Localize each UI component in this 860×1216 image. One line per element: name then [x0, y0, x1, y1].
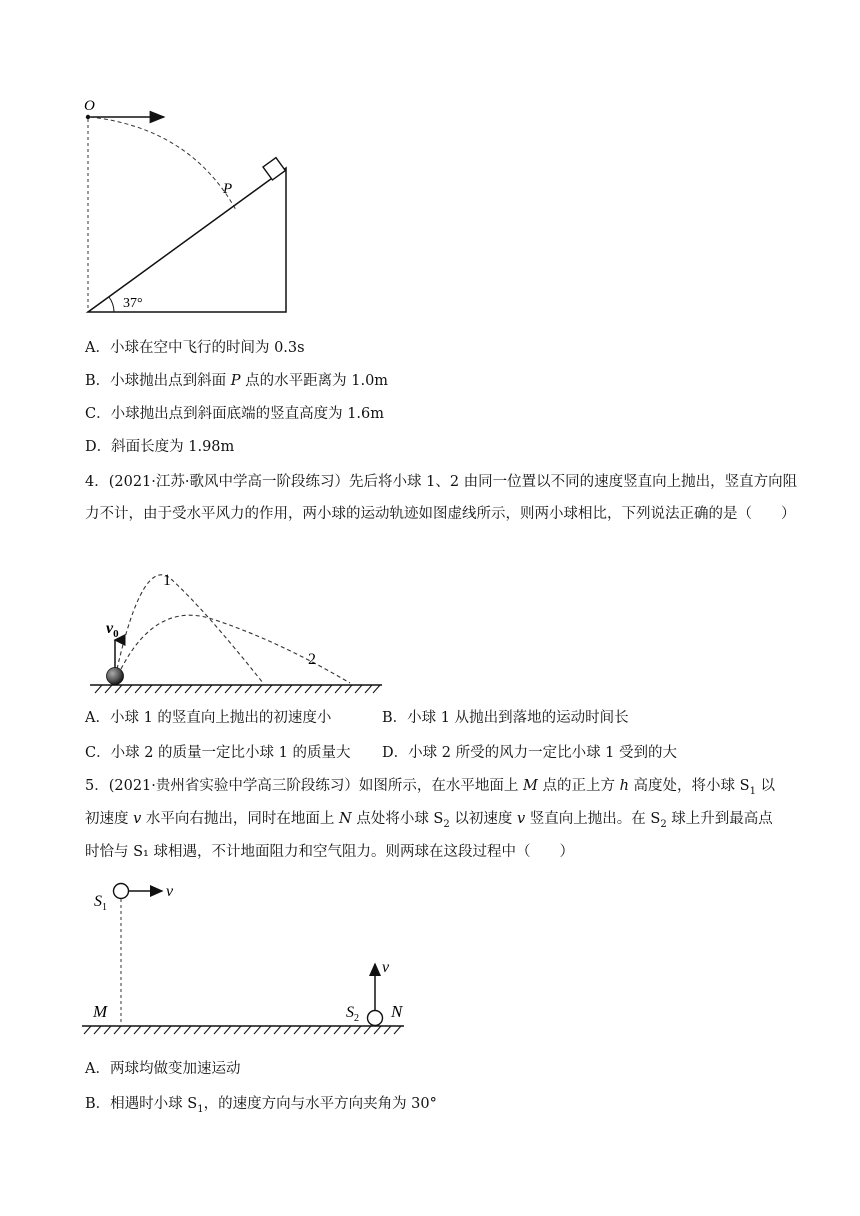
q5-l2-b: 水平向右抛出，同时在地面上 [141, 811, 340, 827]
ball-s1 [114, 884, 129, 899]
q5-option-b-post: ，的速度方向与水平方向夹角为 30° [203, 1096, 437, 1112]
q5-l1-h: h [619, 778, 629, 794]
q5-option-a: A．两球均做变加速运动 [85, 1061, 241, 1077]
label-2: 2 [308, 651, 316, 668]
q5-l2-v2: v [516, 811, 526, 827]
q5-l2-e: 竖直向上抛出。在 S [525, 811, 661, 827]
label-n: N [391, 1002, 403, 1021]
q5-line-3: 时恰与 S₁ 球相遇，不计地面阻力和空气阻力。则两球在这段过程中（ ） [85, 844, 574, 860]
q5-line-1 [85, 776, 775, 802]
q5-l2-c: 点处将小球 S [351, 811, 444, 827]
ball [107, 668, 124, 685]
trajectory-1 [117, 575, 263, 683]
label-v0-sub: 0 [113, 628, 119, 640]
block [263, 158, 285, 180]
q5-l1-d: 以 [755, 778, 776, 794]
label-s2 [346, 1004, 359, 1024]
q5-l2-sub2: 2 [660, 818, 667, 830]
q4-option-d: D．小球 2 所受的风力一定比小球 1 受到的大 [382, 745, 678, 761]
label-v0-main: v [106, 620, 114, 637]
label-p: P [223, 181, 233, 197]
q5-l2-v: v [133, 811, 142, 827]
q4-option-a: A．小球 1 的竖直向上抛出的初速度小 [85, 710, 332, 726]
label-s1-main: S [94, 893, 102, 910]
q4-option-b: B．小球 1 从抛出到落地的运动时间长 [382, 710, 629, 726]
q5-option-b-sub: 1 [197, 1103, 204, 1115]
q3-option-b-pre: B．小球抛出点到斜面 [85, 373, 231, 389]
label-s1 [94, 893, 107, 913]
q5-l1-sub: 1 [749, 785, 756, 797]
q5-l2-sub: 2 [443, 818, 450, 830]
q5-l1-m: M [523, 778, 538, 794]
label-angle: 37° [123, 296, 143, 311]
label-s1-sub: 1 [102, 902, 107, 913]
label-m: M [93, 1002, 108, 1021]
ground-hatch [95, 685, 380, 693]
q5-l2-d: 以初速度 [449, 811, 517, 827]
q5-l2-n: N [339, 811, 352, 827]
ball-s2 [368, 1011, 383, 1026]
s1-s2-figure [80, 872, 410, 1042]
label-v-top: v [166, 883, 174, 900]
q5-l1-b: 点的正上方 [537, 778, 620, 794]
incline-figure [80, 90, 300, 320]
q5-l2-a: 初速度 [85, 811, 134, 827]
q5-option-b-pre: B．相遇时小球 S [85, 1096, 198, 1112]
q3-option-b [85, 371, 388, 391]
q3-option-b-post: 点的水平距离为 1.0m [240, 373, 389, 389]
label-1: 1 [163, 572, 171, 589]
label-s2-sub: 2 [354, 1013, 359, 1024]
incline-triangle [88, 168, 286, 312]
trajectory-dashed [90, 117, 236, 210]
trajectory-2 [121, 615, 350, 683]
label-v-up: v [382, 959, 390, 976]
label-v0 [106, 620, 119, 640]
label-s2-main: S [346, 1004, 354, 1021]
q3-option-a: A．小球在空中飞行的时间为 0.3s [85, 340, 305, 356]
q5-option-b [85, 1094, 437, 1120]
label-o: O [84, 98, 95, 114]
q4-question-text: 4．(2021·江苏·歌风中学高一阶段练习）先后将小球 1、2 由同一位置以不同的速度竖直向上抛出，竖直方向阻力不计，由于受水平风力的作用，两小球的运动轨迹如图虚线所示，则两小球相比，下列说法正确的是（ ） [85, 474, 798, 522]
ground-hatch-2 [84, 1026, 401, 1034]
q3-option-d: D．斜面长度为 1.98m [85, 439, 235, 455]
q5-l1-c: 高度处，将小球 S [628, 778, 750, 794]
q5-l2-f: 球上升到最高点 [666, 811, 773, 827]
q3-option-c: C．小球抛出点到斜面底端的竖直高度为 1.6m [85, 406, 385, 422]
q5-line-2 [85, 809, 773, 835]
q4-option-c: C．小球 2 的质量一定比小球 1 的质量大 [85, 745, 351, 761]
angle-arc [109, 297, 114, 312]
q5-l1-a: 5．(2021·贵州省实验中学高三阶段练习）如图所示，在水平地面上 [85, 778, 523, 794]
trajectory-figure [85, 565, 385, 695]
q3-option-b-var: P [230, 373, 241, 389]
